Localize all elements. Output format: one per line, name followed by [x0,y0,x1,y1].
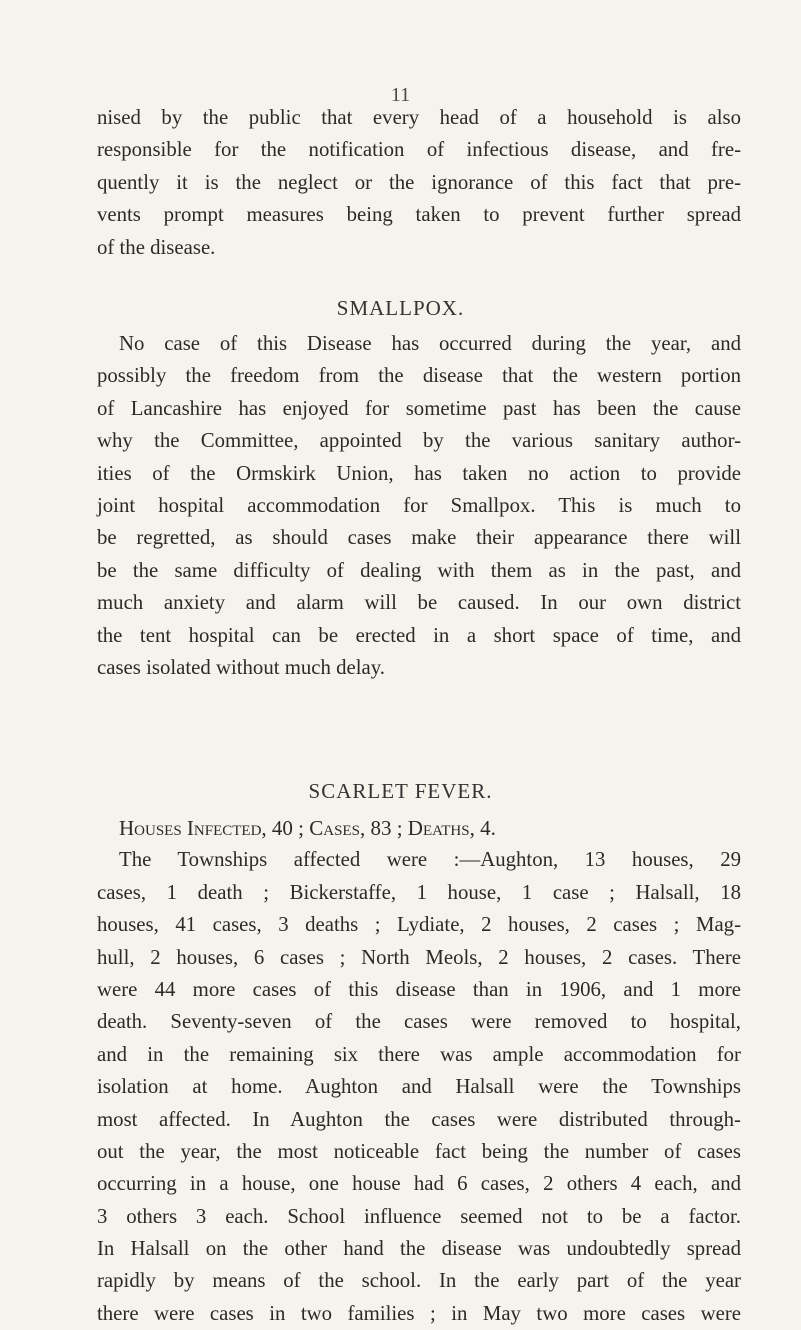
text-line: possibly the freedom from the disease that the western portion [97,364,741,388]
text-line: cases, 1 death ; Bickerstaffe, 1 house, 1 case ; Halsall, 18 [97,880,741,904]
text-line: there were cases in two families ; in May two more cases were [97,1301,741,1325]
paragraph-scarlet-fever [97,812,741,1330]
section-heading-scarlet-fever: SCARLET FEVER. [308,779,493,803]
text-line: hull, 2 houses, 6 cases ; North Meols, 2 houses, 2 cases. There [97,945,741,969]
scarlet-fever-statistics: Houses Infected, 40 ; Cases, 83 ; Deaths, 4. [119,816,496,840]
text-line: houses, 41 cases, 3 deaths ; Lydiate, 2 houses, 2 cases ; Mag- [97,913,741,937]
text-line: occurring in a house, one house had 6 cases, 2 others 4 each, and [97,1172,741,1196]
text-line: responsible for the notification of infectious disease, and fre- [97,138,741,162]
text-line: In Halsall on the other hand the disease was undoubtedly spread [97,1237,741,1261]
text-line: be regretted, as should cases make their appearance there will [97,526,741,550]
text-line: rapidly by means of the school. In the early part of the year [97,1269,741,1293]
text-line: 3 others 3 each. School influence seemed not to be a factor. [97,1204,741,1228]
text-line: and in the remaining six there was ample accommodation for [97,1042,741,1066]
text-line: of the disease. [97,235,216,259]
text-line: most affected. In Aughton the cases were distributed through- [97,1107,741,1131]
text-line: be the same difficulty of dealing with them as in the past, and [97,558,741,582]
text-line: isolation at home. Aughton and Halsall were the Townships [97,1075,741,1099]
text-line: ities of the Ormskirk Union, has taken no action to provide [97,461,741,485]
page-number: 11 [390,84,411,106]
text-line: why the Committee, appointed by the various sanitary author- [97,429,741,453]
text-line: death. Seventy-seven of the cases were removed to hospital, [97,1010,741,1034]
text-line: vents prompt measures being taken to prevent further spread [97,203,741,227]
text-line: No case of this Disease has occurred during the year, and [119,332,741,355]
text-line: cases isolated without much delay. [97,655,385,679]
text-line: The Townships affected were :—Aughton, 13 houses, 29 [119,848,741,872]
paragraph-smallpox [97,328,741,684]
text-line: were 44 more cases of this disease than in 1906, and 1 more [97,977,741,1001]
text-line: much anxiety and alarm will be caused. In our own district [97,591,741,615]
text-line: out the year, the most noticeable fact being the number of cases [97,1139,741,1163]
section-heading-smallpox: SMALLPOX. [336,296,465,320]
text-line: nised by the public that every head of a household is also [97,106,741,129]
text-line: of Lancashire has enjoyed for sometime past has been the cause [97,396,741,420]
text-line: the tent hospital can be erected in a short space of time, and [97,623,741,647]
paragraph-intro [97,102,741,264]
text-line: joint hospital accommodation for Smallpox. This is much to [97,493,741,517]
text-line: quently it is the neglect or the ignorance of this fact that pre- [97,170,741,194]
